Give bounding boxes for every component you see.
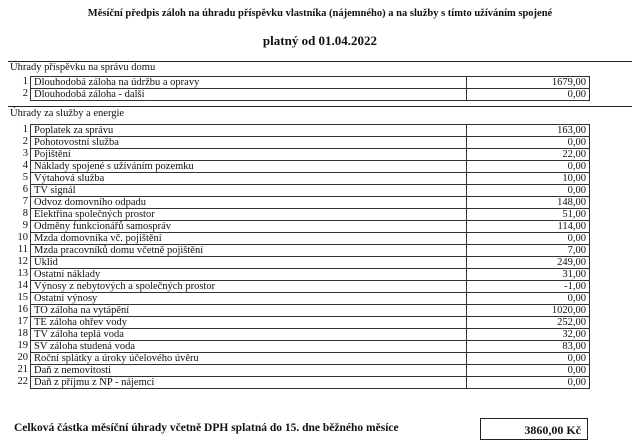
item-name: Výtahová služba	[31, 173, 467, 185]
item-name: Daň z nemovitosti	[31, 365, 467, 377]
document-title: Měsíční předpis záloh na úhradu příspěvku vlastníka (nájemného) a na služby s tímto užíváním spojené	[87, 8, 553, 19]
item-name: Náklady spojené s užíváním pozemku	[31, 161, 467, 173]
item-value: 0,00	[466, 233, 589, 245]
services-table	[30, 124, 590, 389]
item-value: 83,00	[466, 341, 589, 353]
table-row	[31, 221, 590, 233]
row-number: 11	[17, 244, 28, 255]
table-row	[31, 233, 590, 245]
item-name: Ostatní výnosy	[31, 293, 467, 305]
item-name: Daň z příjmu z NP - nájemci	[31, 377, 467, 389]
item-name: Roční splátky a úroky účelového úvěru	[31, 353, 467, 365]
section-heading-building-fund: Úhrady příspěvku na správu domu	[10, 62, 156, 73]
row-number: 9	[22, 220, 28, 231]
total-label: Celková částka měsíční úhrady včetně DPH splatná do 15. dne běžného měsíce	[14, 422, 399, 434]
item-value: 32,00	[466, 329, 589, 341]
divider	[8, 106, 632, 107]
item-name: TV záloha teplá voda	[31, 329, 467, 341]
item-name: Pohotovostní služba	[31, 137, 467, 149]
item-name: TO záloha na vytápění	[31, 305, 467, 317]
row-number: 21	[17, 364, 28, 375]
item-name: TV signál	[31, 185, 467, 197]
row-number: 14	[17, 280, 28, 291]
row-number: 1	[22, 124, 28, 135]
item-name: SV záloha studená voda	[31, 341, 467, 353]
item-value: -1,00	[466, 281, 589, 293]
item-name: Výnosy z nebytových a společných prostor	[31, 281, 467, 293]
row-number: 3	[22, 148, 28, 159]
table-row	[31, 89, 590, 101]
row-number: 12	[17, 256, 28, 267]
item-value: 0,00	[466, 185, 589, 197]
table-row	[31, 125, 590, 137]
item-value: 0,00	[466, 89, 589, 101]
item-name: Mzda pracovníků domu včetně pojištění	[31, 245, 467, 257]
item-value: 10,00	[466, 173, 589, 185]
row-number: 5	[22, 172, 28, 183]
item-value: 0,00	[466, 137, 589, 149]
row-number: 13	[17, 268, 28, 279]
item-name: Elektřina společných prostor	[31, 209, 467, 221]
table-row	[31, 257, 590, 269]
table-row	[31, 353, 590, 365]
item-value: 148,00	[466, 197, 589, 209]
row-number: 16	[17, 304, 28, 315]
item-name: Úklid	[31, 257, 467, 269]
row-number: 2	[22, 136, 28, 147]
row-number: 18	[17, 328, 28, 339]
item-value: 0,00	[466, 377, 589, 389]
row-number: 8	[22, 208, 28, 219]
row-number: 4	[22, 160, 28, 171]
item-value: 7,00	[466, 245, 589, 257]
row-number: 20	[17, 352, 28, 363]
item-value: 0,00	[466, 353, 589, 365]
item-value: 0,00	[466, 293, 589, 305]
item-value: 0,00	[466, 161, 589, 173]
table-row	[31, 197, 590, 209]
table-row	[31, 293, 590, 305]
table-row	[31, 77, 590, 89]
item-value: 252,00	[466, 317, 589, 329]
table-row	[31, 185, 590, 197]
item-value: 1679,00	[466, 77, 589, 89]
row-number: 2	[22, 88, 28, 99]
total-amount: 3860,00 Kč	[480, 418, 588, 440]
row-number: 6	[22, 184, 28, 195]
item-value: 1020,00	[466, 305, 589, 317]
section1-numbers	[8, 76, 30, 100]
item-name: Ostatní náklady	[31, 269, 467, 281]
table-row	[31, 281, 590, 293]
section2-numbers	[8, 124, 30, 388]
item-name: Dlouhodobá záloha na údržbu a opravy	[31, 77, 467, 89]
row-number: 19	[17, 340, 28, 351]
table-row	[31, 341, 590, 353]
table-row	[31, 305, 590, 317]
table-row	[31, 161, 590, 173]
item-name: TE záloha ohřev vody	[31, 317, 467, 329]
item-name: Poplatek za správu	[31, 125, 467, 137]
row-number: 22	[17, 376, 28, 387]
item-value: 0,00	[466, 365, 589, 377]
item-value: 51,00	[466, 209, 589, 221]
building-fund-table	[30, 76, 590, 101]
table-row	[31, 269, 590, 281]
table-row	[31, 209, 590, 221]
table-row	[31, 365, 590, 377]
row-number: 10	[17, 232, 28, 243]
row-number: 17	[17, 316, 28, 327]
row-number: 7	[22, 196, 28, 207]
table-row	[31, 377, 590, 389]
item-name: Pojištění	[31, 149, 467, 161]
item-name: Dlouhodobá záloha - další	[31, 89, 467, 101]
item-name: Odvoz domovního odpadu	[31, 197, 467, 209]
row-number: 1	[22, 76, 28, 87]
item-value: 249,00	[466, 257, 589, 269]
table-row	[31, 137, 590, 149]
item-name: Mzda domovníka vč. pojištění	[31, 233, 467, 245]
item-value: 163,00	[466, 125, 589, 137]
section-heading-services: Úhrady za služby a energie	[10, 108, 125, 119]
row-number: 15	[17, 292, 28, 303]
item-value: 22,00	[466, 149, 589, 161]
valid-from-date: platný od 01.04.2022	[262, 33, 378, 48]
item-value: 114,00	[466, 221, 589, 233]
item-name: Odměny funkcionářů samospráv	[31, 221, 467, 233]
table-row	[31, 317, 590, 329]
table-row	[31, 149, 590, 161]
table-row	[31, 245, 590, 257]
table-row	[31, 173, 590, 185]
table-row	[31, 329, 590, 341]
item-value: 31,00	[466, 269, 589, 281]
